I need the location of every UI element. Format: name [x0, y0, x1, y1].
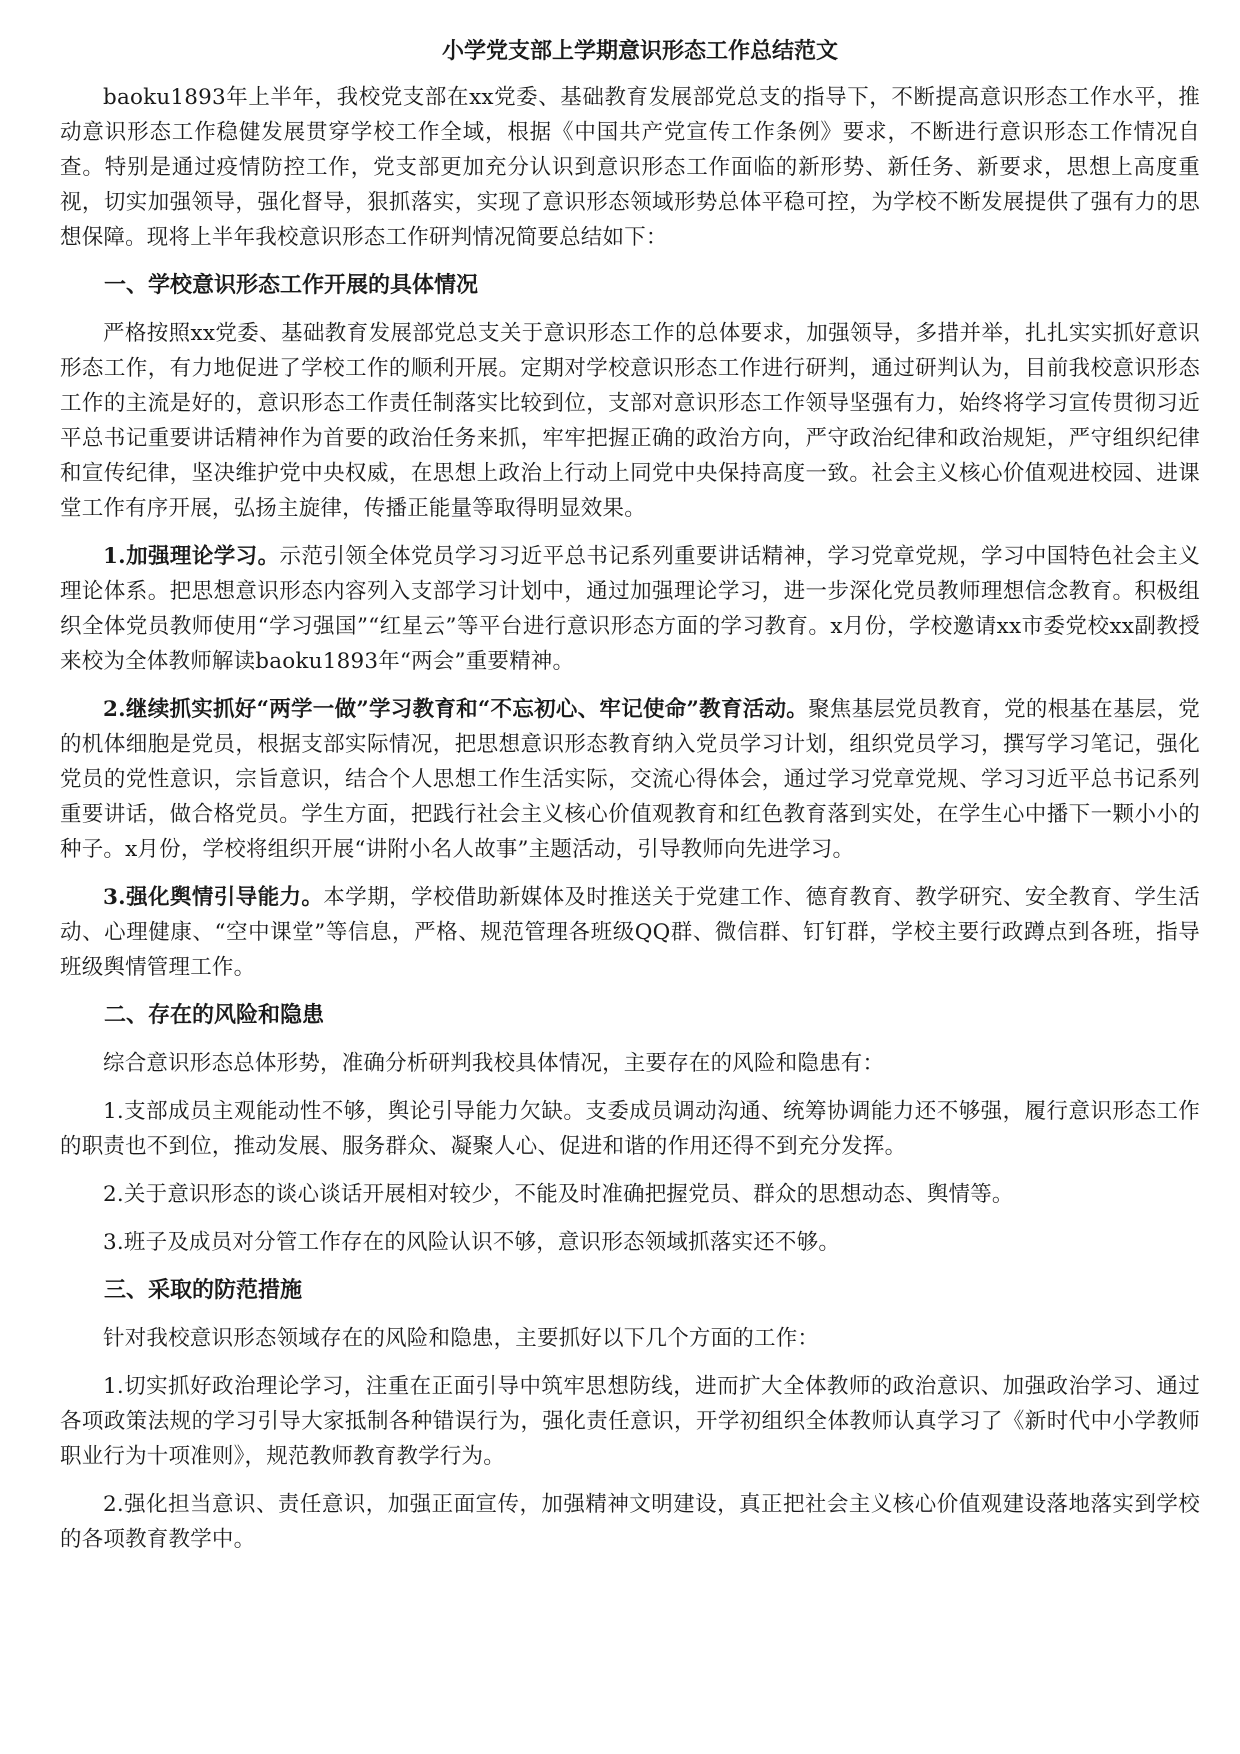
section-2-body: 综合意识形态总体形势，准确分析研判我校具体情况，主要存在的风险和隐患有： — [103, 1051, 885, 1076]
section-2-item-2: 2.关于意识形态的谈心谈话开展相对较少，不能及时准确把握党员、群众的思想动态、舆情等。 — [103, 1182, 1014, 1207]
section-2-item-3: 3.班子及成员对分管工作存在的风险认识不够，意识形态领域抓落实还不够。 — [103, 1230, 841, 1255]
section-1-item-1-text: 示范引领全体党员学习习近平总书记系列重要讲话精神，学习党章党规，学习中国特色社会主义理论体系。把思想意识形态内容列入支部学习计划中，通过加强理论学习，进一步深化党员教师理想信念教育。积极组织全体党员教师使用“学习强国”“红星云”等平台进行意识形态方面的学习教育。x月份，学校邀请xx市委党校xx副教授来校为全体教师解读baoku1893年“两会”重要精神。 — [60, 544, 1201, 674]
section-1-item-3-lead: 3.强化舆情引导能力。 — [103, 885, 324, 910]
document-title: 小学党支部上学期意识形态工作总结范文 — [441, 38, 838, 64]
section-1-item-2-text: 聚焦基层党员教育，党的根基在基层，党的机体细胞是党员，根据支部实际情况，把思想意识形态教育纳入党员学习计划，组织党员学习，撰写学习笔记，强化党员的党性意识，宗旨意识，结合个人思想工作生活实际，交流心得体会，通过学习党章党规、学习习近平总书记系列重要讲话，做合格党员。学生方面，把践行社会主义核心价值观教育和红色教育落到实处，在学生心中播下一颗小小的种子。x月份，学校将组织开展“讲附小名人故事”主题活动，引导教师向先进学习。 — [60, 697, 1200, 862]
section-1-item-3 — [60, 880, 1200, 985]
section-3-body: 针对我校意识形态领域存在的风险和隐患，主要抓好以下几个方面的工作： — [103, 1326, 820, 1351]
section-2-heading: 二、存在的风险和隐患 — [104, 1002, 325, 1028]
section-3-item-2: 2.强化担当意识、责任意识，加强正面宣传，加强精神文明建设，真正把社会主义核心价值观建设落地落实到学校的各项教育教学中。 — [60, 1492, 1200, 1552]
section-1-item-3-text: 本学期，学校借助新媒体及时推送关于党建工作、德育教育、教学研究、安全教育、学生活动、心理健康、“空中课堂”等信息，严格、规范管理各班级QQ群、微信群、钉钉群，学校主要行政蹲点到各班，指导班级舆情管理工作。 — [60, 885, 1200, 980]
section-1-body: 严格按照xx党委、基础教育发展部党总支关于意识形态工作的总体要求，加强领导，多措并举，扎扎实实抓好意识形态工作，有力地促进了学校工作的顺利开展。定期对学校意识形态工作进行研判，通过研判认为，目前我校意识形态工作的主流是好的，意识形态工作责任制落实比较到位，支部对意识形态工作领导坚强有力，始终将学习宣传贯彻习近平总书记重要讲话精神作为首要的政治任务来抓，牢牢把握正确的政治方向，严守政治纪律和政治规矩，严守组织纪律和宣传纪律，坚决维护党中央权威，在思想上政治上行动上同党中央保持高度一致。社会主义核心价值观进校园、进课堂工作有序开展，弘扬主旋律，传播正能量等取得明显效果。 — [60, 321, 1200, 521]
section-1-item-1 — [60, 539, 1200, 679]
document-page — [60, 36, 1200, 1570]
section-1-item-2 — [60, 692, 1200, 867]
section-2-item-1: 1.支部成员主观能动性不够，舆论引导能力欠缺。支委成员调动沟通、统筹协调能力还不够强，履行意识形态工作的职责也不到位，推动发展、服务群众、凝聚人心、促进和谐的作用还得不到充分发挥。 — [60, 1099, 1200, 1159]
section-3-item-1: 1.切实抓好政治理论学习，注重在正面引导中筑牢思想防线，进而扩大全体教师的政治意识、加强政治学习、通过各项政策法规的学习引导大家抵制各种错误行为，强化责任意识，开学初组织全体教师认真学习了《新时代中小学教师职业行为十项准则》，规范教师教育教学行为。 — [60, 1374, 1200, 1469]
intro-paragraph: baoku1893年上半年，我校党支部在xx党委、基础教育发展部党总支的指导下，不断提高意识形态工作水平，推动意识形态工作稳健发展贯穿学校工作全域，根据《中国共产党宣传工作条例》要求，不断进行意识形态工作情况自查。特别是通过疫情防控工作，党支部更加充分认识到意识形态工作面临的新形势、新任务、新要求，思想上高度重视，切实加强领导，强化督导，狠抓落实，实现了意识形态领域形势总体平稳可控，为学校不断发展提供了强有力的思想保障。现将上半年我校意识形态工作研判情况简要总结如下： — [60, 85, 1200, 250]
section-1-item-1-lead: 1.加强理论学习。 — [103, 544, 280, 569]
section-1-item-2-lead: 2.继续抓实抓好“两学一做”学习教育和“不忘初心、牢记使命”教育活动。 — [103, 697, 809, 722]
section-1-heading: 一、学校意识形态工作开展的具体情况 — [104, 272, 479, 298]
section-3-heading: 三、采取的防范措施 — [104, 1277, 303, 1303]
